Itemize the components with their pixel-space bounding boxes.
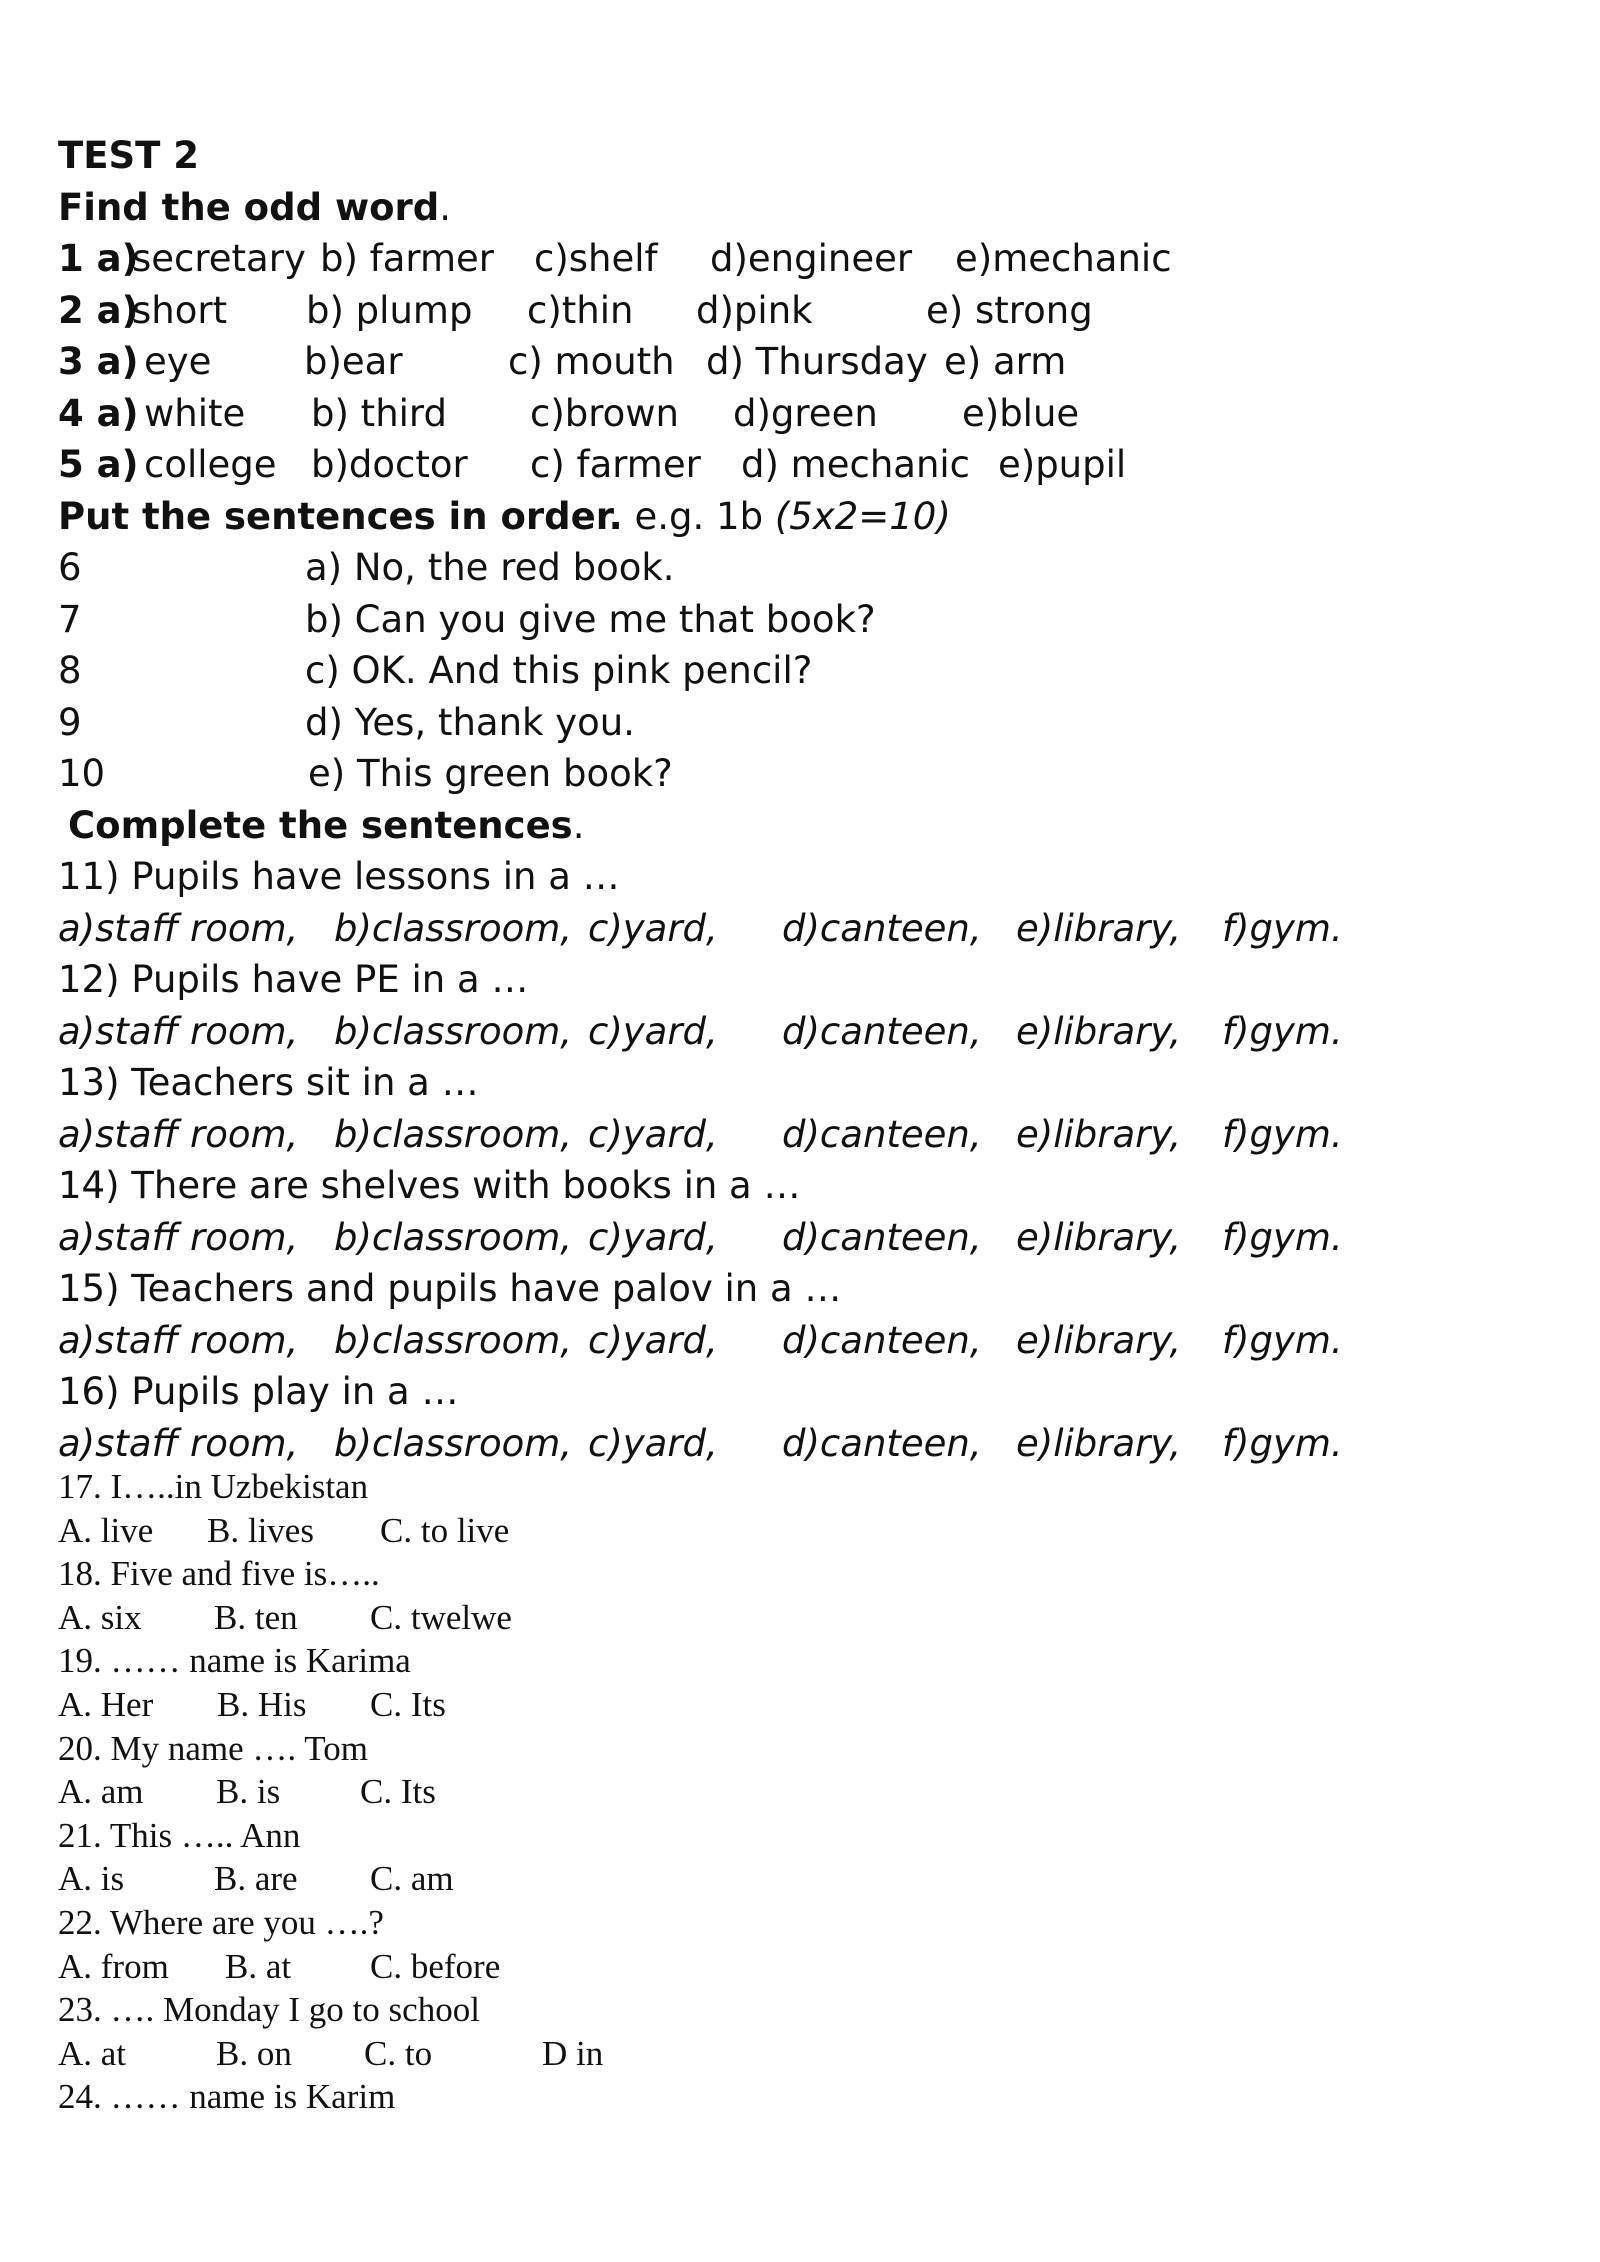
option-staff-room: a)staff room, [58,1112,299,1156]
question-number: 5 a) [58,443,139,486]
option-gym: f)gym. [1222,906,1343,950]
complete-heading [58,800,1538,852]
order-sentence: c) OK. And this pink pencil? [305,649,813,692]
odd-word-heading-text: Find the odd word [58,185,440,229]
option-d: d)engineer [710,237,913,280]
mcq-option-c: C. to [364,2033,433,2073]
option-b: b) plump [306,288,473,332]
mcq-option-a: A. Her [58,1684,154,1724]
option-c: c) farmer [530,443,701,486]
option-c: c)shelf [534,237,658,280]
option-a: college [144,443,277,486]
mcq-option-d: D in [542,2033,604,2073]
option-gym: f)gym. [1222,1421,1343,1465]
option-yard: c)yard, [588,906,718,950]
mcq-option-a: A. from [58,1946,169,1986]
option-library: e)library, [1016,1318,1182,1362]
order-heading [58,491,1538,543]
option-staff-room: a)staff room, [58,1318,299,1362]
mcq-options-row [58,1683,1538,1727]
option-staff-room: a)staff room, [58,906,299,950]
mcq-question: 22. Where are you ….? [58,1902,384,1942]
option-yard: c)yard, [588,1318,718,1362]
complete-question: 15) Teachers and pupils have palov in a … [58,1267,842,1310]
mcq-option-a: A. is [58,1859,125,1899]
complete-question: 16) Pupils play in a … [58,1370,459,1413]
order-row [58,748,1538,800]
option-d: d)green [733,391,878,435]
option-e: e) arm [944,340,1067,383]
option-gym: f)gym. [1222,1112,1343,1156]
odd-word-row [58,439,1538,491]
mcq-option-a: A. at [58,2033,127,2073]
mcq-question: 20. My name …. Tom [58,1728,368,1768]
complete-options-row [58,903,1538,955]
option-staff-room: a)staff room, [58,1215,299,1259]
option-canteen: d)canteen, [782,1009,982,1053]
option-yard: c)yard, [588,1112,718,1156]
order-number: 9 [58,700,82,744]
question-number: 2 a) [58,288,139,332]
complete-question: 12) Pupils have PE in a … [58,958,529,1001]
option-gym: f)gym. [1222,1009,1343,1053]
option-library: e)library, [1016,1009,1182,1053]
mcq-option-b: B. lives [207,1510,314,1550]
option-d: d) mechanic [741,443,971,486]
order-number: 10 [58,752,106,795]
mcq-question: 21. This ….. Ann [58,1815,301,1855]
order-heading-text: Put the sentences in order. [58,494,623,538]
option-yard: c)yard, [588,1421,718,1465]
mcq-option-c: C. twelwe [370,1597,512,1637]
mcq-option-b: B. on [216,2033,292,2073]
option-d: d)pink [696,288,813,332]
order-sentence: d) Yes, thank you. [305,700,635,744]
order-sentence: a) No, the red book. [305,546,675,589]
option-c: c) mouth [508,340,675,383]
option-b: b) third [311,391,447,435]
option-d: d) Thursday [706,340,928,383]
mcq-option-a: A. live [58,1510,154,1550]
option-e: e)pupil [998,443,1127,486]
mcq-option-c: C. to live [380,1510,510,1550]
option-gym: f)gym. [1222,1215,1343,1259]
order-row [58,697,1538,749]
complete-options-row [58,1006,1538,1058]
order-number: 6 [58,546,82,589]
complete-options-row [58,1109,1538,1161]
test-title: TEST 2 [58,134,200,177]
option-canteen: d)canteen, [782,1318,982,1362]
option-e: e)mechanic [955,237,1172,280]
option-canteen: d)canteen, [782,1112,982,1156]
mcq-option-c: C. am [370,1859,454,1899]
order-example: e.g. 1b [634,494,764,538]
option-e: e)blue [962,391,1080,435]
odd-word-heading-dot: . [439,185,452,229]
complete-options-row [58,1418,1538,1470]
option-canteen: d)canteen, [782,906,982,950]
mcq-question: 17. I…..in Uzbekistan [58,1467,369,1506]
option-e: e) strong [926,288,1093,332]
option-a: eye [144,340,212,383]
order-row [58,645,1538,697]
mcq-options-row [58,1857,1538,1901]
order-number: 7 [58,597,82,641]
mcq-option-b: B. at [225,1946,292,1986]
mcq-option-c: C. before [370,1946,501,1986]
multiple-choice-section [58,1465,1538,2119]
complete-options-row [58,1315,1538,1367]
option-classroom: b)classroom, [334,1009,573,1053]
odd-word-row [58,388,1538,440]
option-a: white [144,391,246,435]
option-c: c)brown [530,391,680,435]
order-sentence: b) Can you give me that book? [305,597,876,641]
option-classroom: b)classroom, [334,1215,573,1259]
option-b: b)ear [304,340,403,383]
option-yard: c)yard, [588,1009,718,1053]
order-row [58,594,1538,646]
mcq-options-row [58,1509,1538,1553]
option-canteen: d)canteen, [782,1421,982,1465]
mcq-question: 23. …. Monday I go to school [58,1990,480,2030]
complete-question: 13) Teachers sit in a … [58,1061,479,1104]
option-yard: c)yard, [588,1215,718,1259]
worksheet-page [58,130,1538,1469]
question-number: 3 a) [58,340,139,383]
option-classroom: b)classroom, [334,1318,573,1362]
order-row [58,542,1538,594]
mcq-option-b: B. is [216,1772,281,1812]
option-a: secretary [132,237,306,280]
mcq-option-a: A. am [58,1772,144,1812]
order-number: 8 [58,649,82,692]
mcq-options-row [58,1596,1538,1640]
option-canteen: d)canteen, [782,1215,982,1259]
option-classroom: b)classroom, [334,1112,573,1156]
mcq-option-c: C. Its [360,1772,436,1812]
option-c: c)thin [527,288,634,332]
mcq-option-c: C. Its [370,1684,446,1724]
option-staff-room: a)staff room, [58,1009,299,1053]
order-score: (5x2=10) [774,494,951,538]
mcq-option-b: B. ten [214,1597,298,1637]
mcq-options-row [58,2032,1538,2076]
mcq-question: 24. …… name is Karim [58,2077,396,2117]
odd-word-row [58,233,1538,285]
option-staff-room: a)staff room, [58,1421,299,1465]
mcq-option-b: B. His [217,1684,307,1724]
mcq-question: 19. …… name is Karima [58,1641,411,1681]
question-number: 4 a) [58,391,139,435]
question-number: 1 a) [58,237,139,280]
odd-word-row [58,336,1538,388]
odd-word-row [58,285,1538,337]
complete-question: 14) There are shelves with books in a … [58,1164,801,1207]
option-classroom: b)classroom, [334,906,573,950]
option-b: b) farmer [320,237,494,280]
option-library: e)library, [1016,1112,1182,1156]
mcq-options-row [58,1770,1538,1814]
complete-heading-text: Complete the sentences [68,803,573,847]
option-a: short [132,288,228,332]
option-classroom: b)classroom, [334,1421,573,1465]
mcq-question: 18. Five and five is….. [58,1554,380,1594]
odd-word-heading [58,182,1538,234]
complete-options-row [58,1212,1538,1264]
complete-question: 11) Pupils have lessons in a … [58,855,620,898]
option-gym: f)gym. [1222,1318,1343,1362]
mcq-option-a: A. six [58,1597,142,1637]
mcq-options-row [58,1945,1538,1989]
option-library: e)library, [1016,1421,1182,1465]
complete-heading-dot: . [572,803,585,847]
option-library: e)library, [1016,1215,1182,1259]
mcq-option-b: B. are [214,1859,298,1899]
order-sentence: e) This green book? [308,752,673,795]
option-library: e)library, [1016,906,1182,950]
option-b: b)doctor [311,443,468,486]
